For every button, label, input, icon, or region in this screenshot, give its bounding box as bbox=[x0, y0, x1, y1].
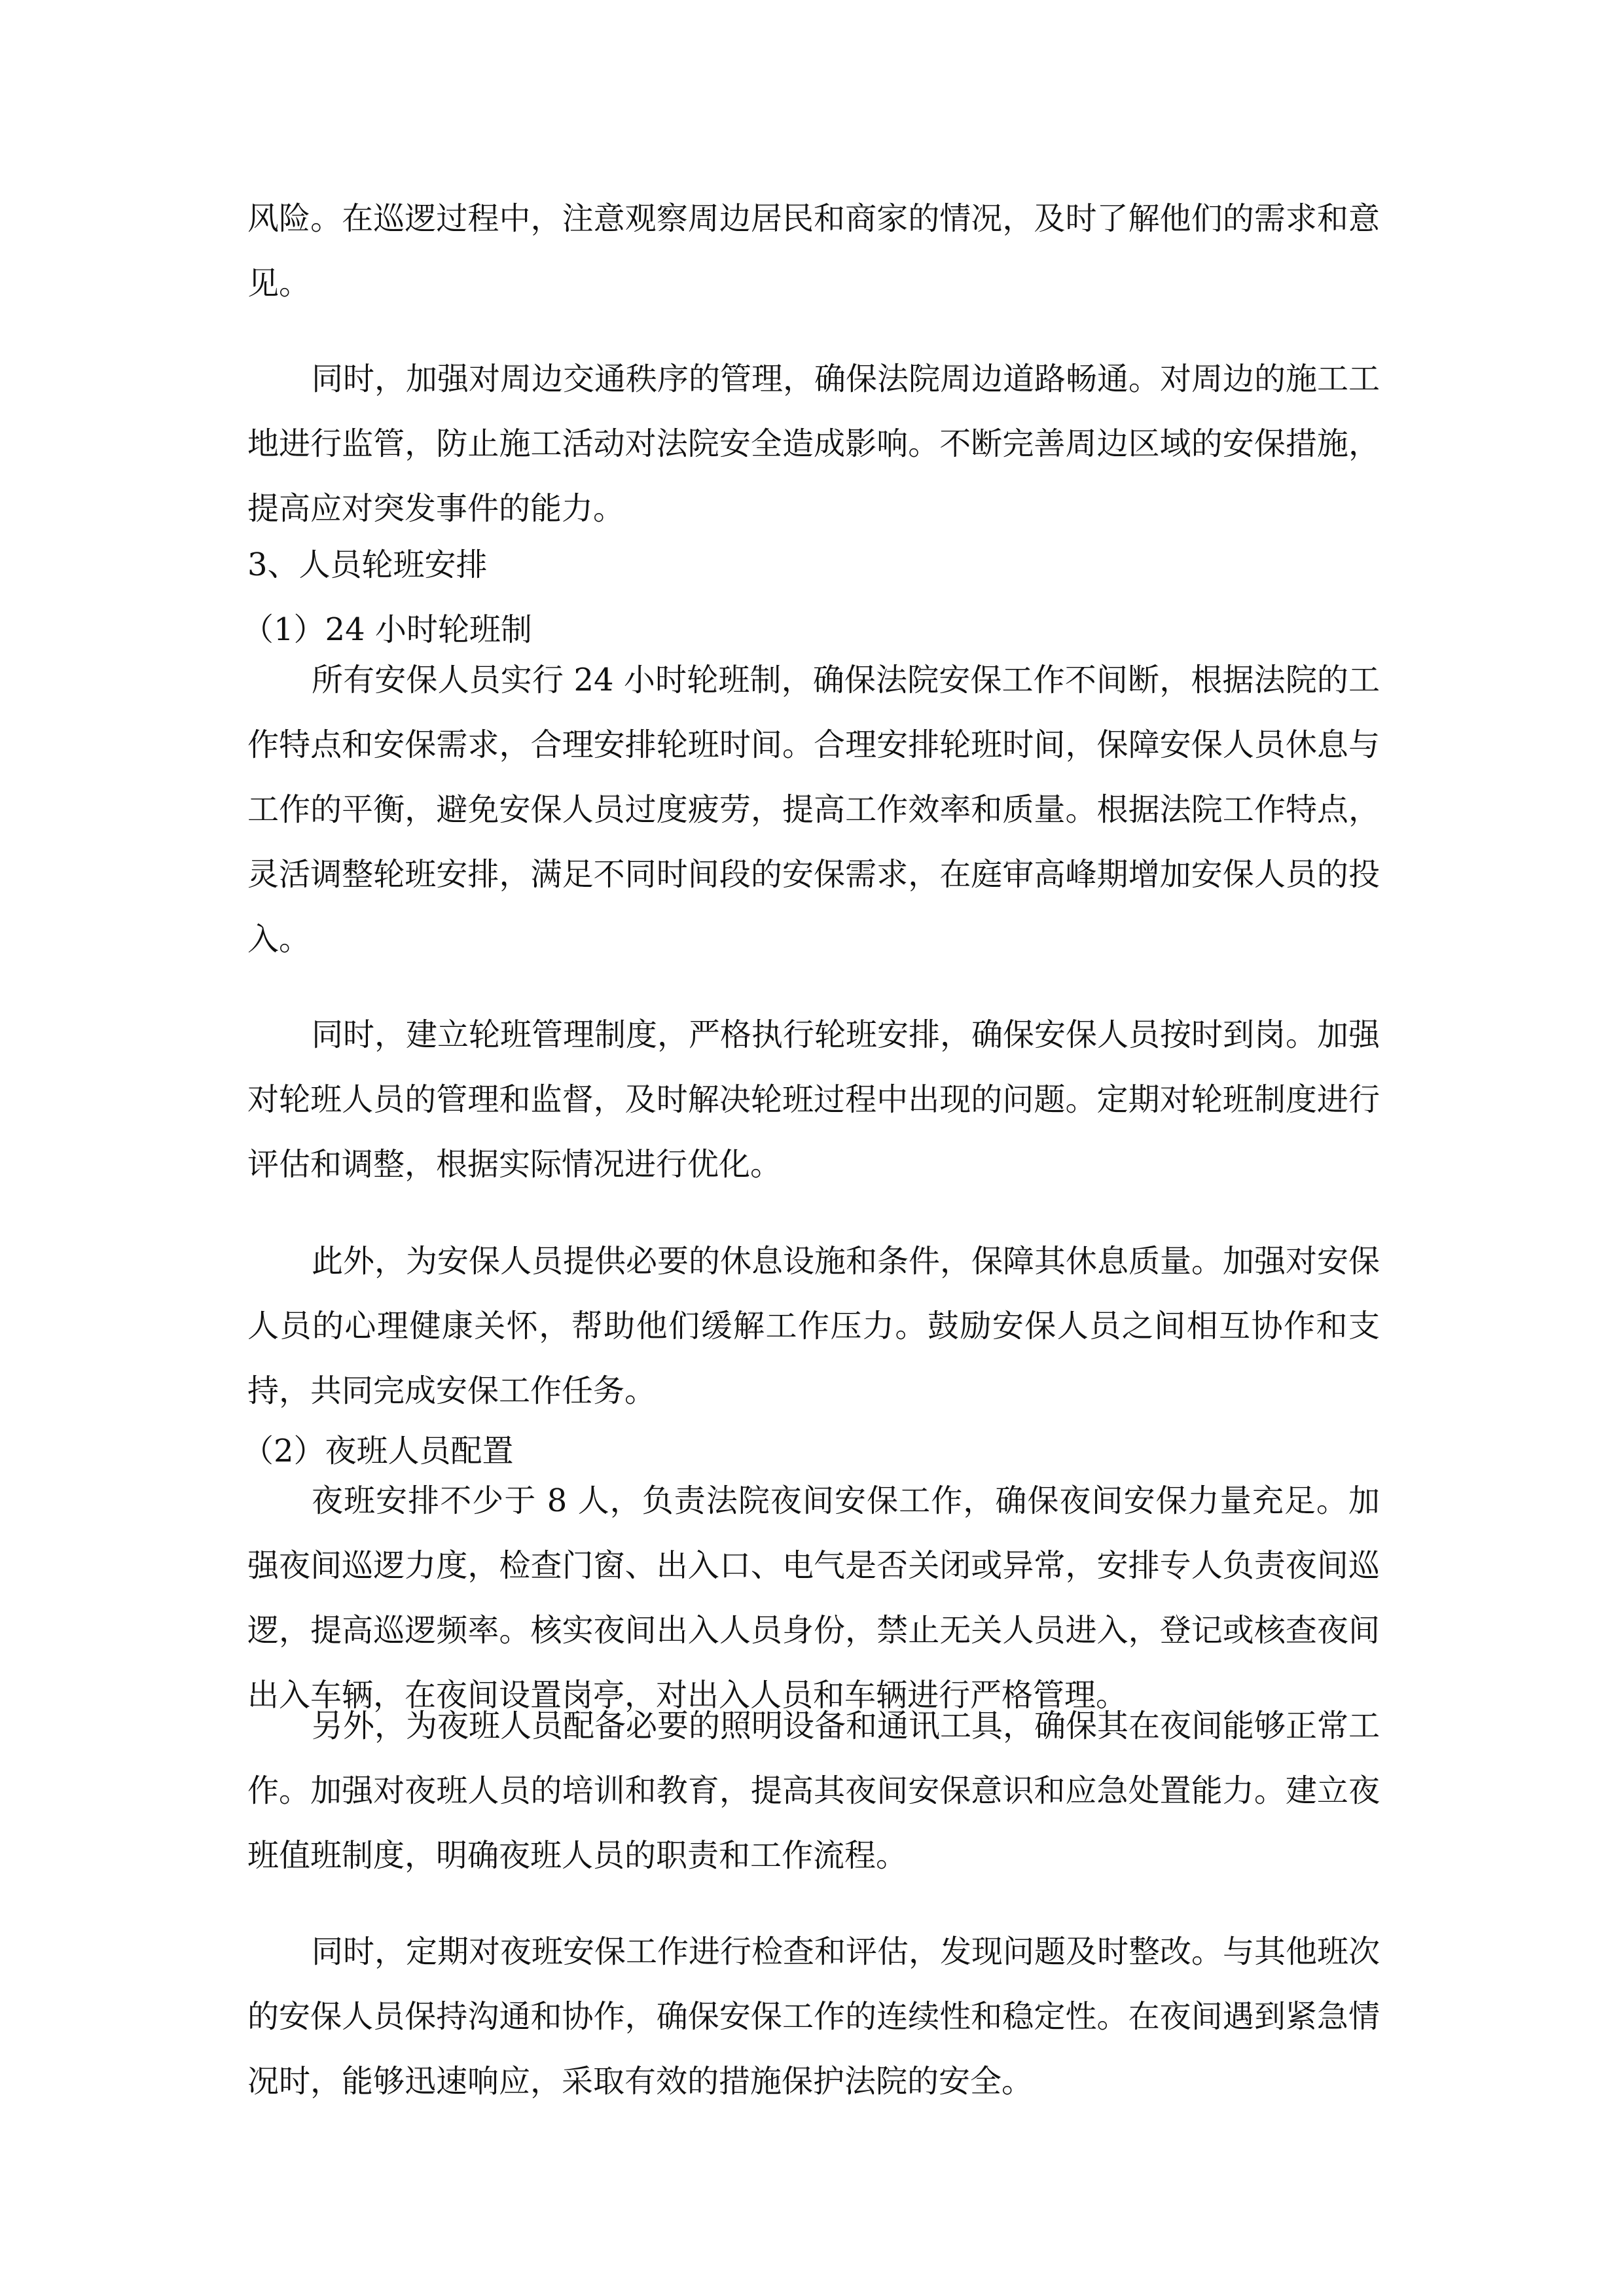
subsection-heading-1: （1）24 小时轮班制 bbox=[242, 611, 532, 648]
subsection-heading-2: （2）夜班人员配置 bbox=[242, 1433, 514, 1469]
paragraph-2: 同时，加强对周边交通秩序的管理，确保法院周边道路畅通。对周边的施工工地进行监管，防止施工活动对法院安全造成影响。不断完善周边区域的安保措施，提高应对突发事件的能力。 bbox=[247, 361, 1380, 527]
paragraph-3: 所有安保人员实行 24 小时轮班制，确保法院安保工作不间断，根据法院的工作特点和安保需求，合理安排轮班时间。合理安排轮班时间，保障安保人员休息与工作的平衡，避免安保人员过度疲劳，提高工作效率和质量。根据法院工作特点，灵活调整轮班安排，满足不同时间段的安保需求，在庭审高峰期增加安保人员的投入。 bbox=[247, 662, 1380, 958]
paragraph-4: 同时，建立轮班管理制度，严格执行轮班安排，确保安保人员按时到岗。加强对轮班人员的管理和监督，及时解决轮班过程中出现的问题。定期对轮班制度进行评估和调整，根据实际情况进行优化。 bbox=[247, 1016, 1380, 1183]
document-page bbox=[242, 0, 1380, 2296]
paragraph-7: 另外，为夜班人员配备必要的照明设备和通讯工具，确保其在夜间能够正常工作。加强对夜班人员的培训和教育，提高其夜间安保意识和应急处置能力。建立夜班值班制度，明确夜班人员的职责和工作流程。 bbox=[247, 1708, 1380, 1874]
section-heading: 3、人员轮班安排 bbox=[247, 547, 488, 583]
paragraph-1: 风险。在巡逻过程中，注意观察周边居民和商家的情况，及时了解他们的需求和意见。 bbox=[247, 200, 1380, 302]
paragraph-6: 夜班安排不少于 8 人，负责法院夜间安保工作，确保夜间安保力量充足。加强夜间巡逻力度，检查门窗、出入口、电气是否关闭或异常，安排专人负责夜间巡逻，提高巡逻频率。核实夜间出入人员身份，禁止无关人员进入，登记或核查夜间出入车辆，在夜间设置岗亭，对出入人员和车辆进行严格管理。 bbox=[247, 1482, 1380, 1713]
paragraph-8: 同时，定期对夜班安保工作进行检查和评估，发现问题及时整改。与其他班次的安保人员保持沟通和协作，确保安保工作的连续性和稳定性。在夜间遇到紧急情况时，能够迅速响应，采取有效的措施保护法院的安全。 bbox=[247, 1933, 1380, 2100]
paragraph-5: 此外，为安保人员提供必要的休息设施和条件，保障其休息质量。加强对安保人员的心理健康关怀，帮助他们缓解工作压力。鼓励安保人员之间相互协作和支持，共同完成安保工作任务。 bbox=[247, 1243, 1380, 1409]
